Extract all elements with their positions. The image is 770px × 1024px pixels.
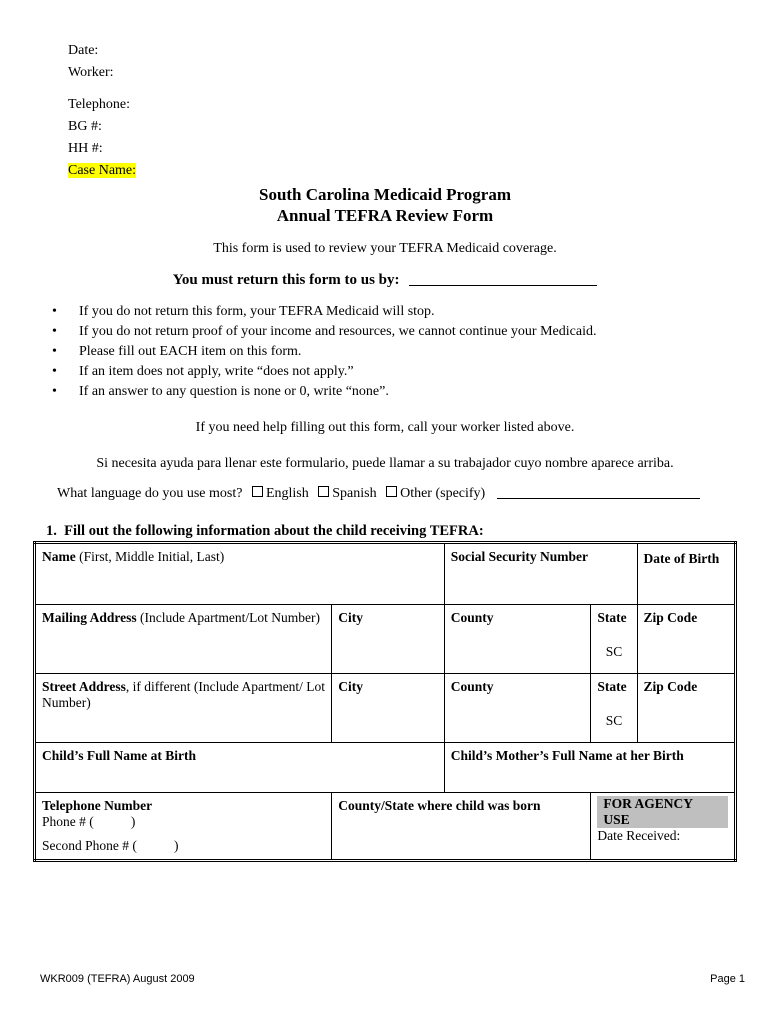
telephone-cell[interactable]: Telephone Number Phone # ( ) Second Phone # ( ) [35,793,332,861]
bullet-icon: • [52,384,57,399]
list-item: • If an item does not apply, write “does not apply.” [52,362,596,382]
mailing-state-cell[interactable]: State SC [591,605,637,674]
instruction-list [52,302,596,402]
dob-cell[interactable]: Date of Birth [637,543,735,605]
language-row [57,486,700,502]
street-zip-cell[interactable]: Zip Code [637,674,735,743]
ssn-cell[interactable]: Social Security Number [444,543,637,605]
case-name-label: Case Name: [68,163,137,178]
header-block [68,40,114,84]
bullet-icon: • [52,304,57,319]
mailing-zip-cell[interactable]: Zip Code [637,605,735,674]
english-label: English [265,486,309,501]
phone1-field[interactable]: Phone # ( ) [42,814,136,829]
bullet-icon: • [52,324,57,339]
table-row [35,543,736,605]
table-row [35,793,736,861]
phone2-field[interactable]: Second Phone # ( ) [42,838,179,853]
bullet-icon: • [52,344,57,359]
list-item: • If you do not return proof of your income and resources, we cannot continue your Medicaid. [52,322,596,342]
spanish-help-text: Si necesita ayuda para llenar este formulario, puede llamar a su trabajador cuyo nombre aparece arriba. [96,456,674,471]
list-item: • Please fill out EACH item on this form. [52,342,596,362]
mailing-address-cell[interactable]: Mailing Address (Include Apartment/Lot Number) [35,605,332,674]
date-received-label: Date Received: [597,828,681,843]
header-block-2 [68,94,136,182]
mailing-county-cell[interactable]: County [444,605,591,674]
table-row [35,605,736,674]
bullet-icon: • [52,364,57,379]
street-state-value: SC [605,713,623,728]
return-by-line[interactable] [409,285,597,286]
child-info-table [33,541,737,862]
form-title-line1: South Carolina Medicaid Program [258,185,511,204]
page-number: Page 1 [710,973,745,985]
worker-label: Worker: [68,65,114,80]
table-row [35,674,736,743]
other-language-line[interactable] [497,498,700,499]
bg-label: BG #: [68,119,102,134]
birthplace-cell[interactable]: County/State where child was born [332,793,591,861]
name-cell[interactable]: Name (First, Middle Initial, Last) [35,543,445,605]
spanish-checkbox[interactable] [318,486,329,497]
english-checkbox[interactable] [252,486,263,497]
other-label: Other (specify) [400,486,486,501]
child-birth-name-cell[interactable]: Child’s Full Name at Birth [35,743,445,793]
telephone-label: Telephone: [68,97,130,112]
street-state-cell[interactable]: State SC [591,674,637,743]
street-address-cell[interactable]: Street Address, if different (Include Apartment/ Lot Number) [35,674,332,743]
street-county-cell[interactable]: County [444,674,591,743]
agency-use-label: FOR AGENCY USE [597,796,728,828]
help-text: If you need help filling out this form, call your worker listed above. [195,420,575,435]
table-row [35,743,736,793]
return-by-row [0,272,770,289]
mailing-city-cell[interactable]: City [332,605,444,674]
date-label: Date: [68,43,99,58]
section1-heading: 1. Fill out the following information about the child receiving TEFRA: [46,523,484,539]
list-item: • If you do not return this form, your TEFRA Medicaid will stop. [52,302,596,322]
form-title-line2: Annual TEFRA Review Form [276,206,494,225]
list-item: • If an answer to any question is none or 0, write “none”. [52,382,596,402]
form-id: WKR009 (TEFRA) August 2009 [40,973,195,985]
other-checkbox[interactable] [386,486,397,497]
spanish-label: Spanish [332,486,377,501]
mother-birth-name-cell[interactable]: Child’s Mother’s Full Name at her Birth [444,743,735,793]
intro-text: This form is used to review your TEFRA Medicaid coverage. [213,241,557,256]
mailing-state-value: SC [605,644,623,659]
agency-use-cell [591,793,736,861]
language-question: What language do you use most? [57,486,243,501]
street-city-cell[interactable]: City [332,674,444,743]
hh-label: HH #: [68,141,103,156]
return-by-label: You must return this form to us by: [172,272,400,288]
